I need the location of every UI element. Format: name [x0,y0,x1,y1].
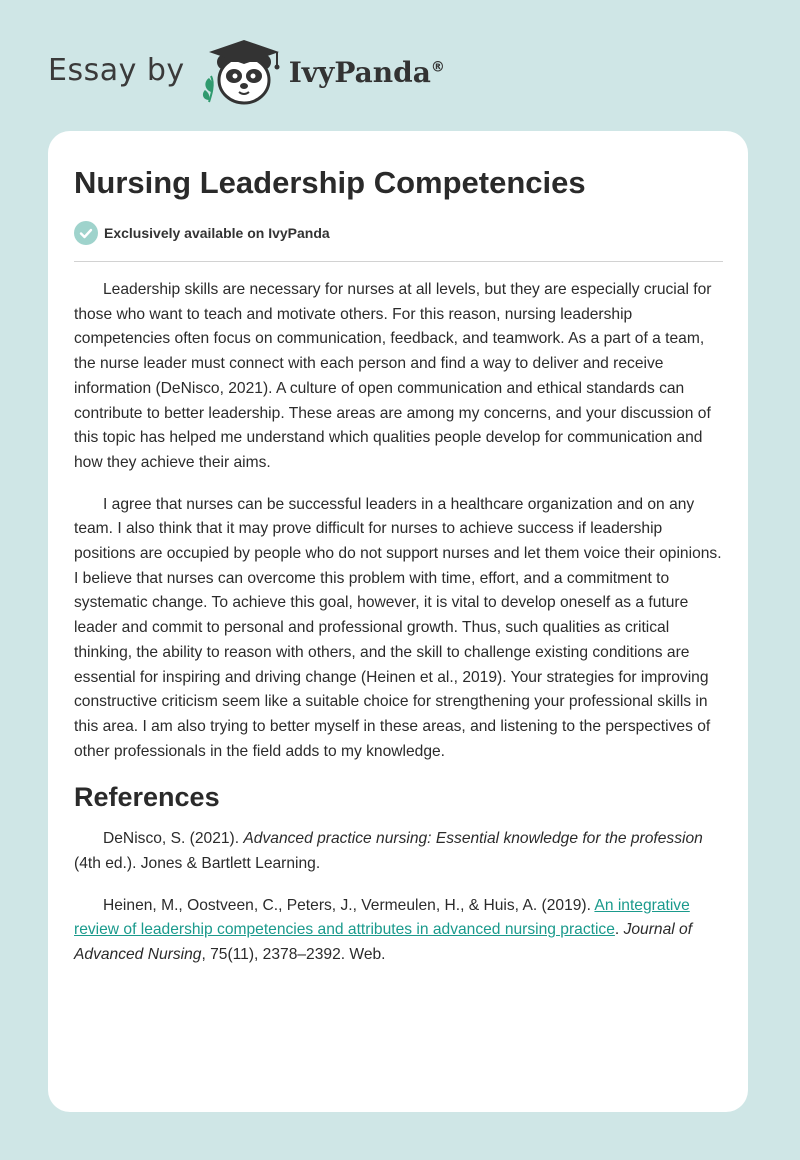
reference-item [74,827,724,876]
exclusive-badge [74,221,330,245]
site-header [48,38,445,108]
essay-card [48,131,748,1112]
essay-body [74,278,724,985]
essay-by-label: Essay by [48,52,185,88]
reference-details: , 75(11), 2378–2392. Web. [201,946,386,964]
references-heading: References [74,782,220,813]
reference-punct: . [614,921,624,939]
brand-name[interactable] [289,56,445,89]
badge-text: Exclusively available on IvyPanda [104,225,330,241]
reference-details: (4th ed.). Jones & Bartlett Learning. [74,855,321,873]
reference-item [74,894,724,968]
paragraph: I agree that nurses can be successful leaders in a healthcare organization and on any team. I also think that it may prove difficult for nurses to achieve success if leadership positions are occupied by people who do not support nurses and let them voice their opinions. I believe that nurses can overcome this problem with time, effort, and a commitment to systematic change. To achieve this goal, however, it is vital to develop oneself as a future leader and commit to personal and professional growth. Thus, such qualities as critical thinking, the ability to reason with others, and the skill to challenge existing conditions are essential for inspiring and driving change (Heinen et al., 2019). Your strategies for improving constructive criticism seem like a suitable choice for strengthening your professional skills in this area. I am also trying to better myself in these areas, and listening to the perspectives of other professionals in the field adds to my knowledge. [74,495,722,760]
brand-text: IvyPanda [288,55,431,89]
panda-logo-icon[interactable] [199,38,285,108]
reference-authors: Heinen, M., Oostveen, C., Peters, J., Vermeulen, H., & Huis, A. (2019). [103,896,595,914]
reference-title: Advanced practice nursing: Essential knowledge for the profession [243,830,703,848]
reference-authors: DeNisco, S. (2021). [103,830,244,848]
reference-link[interactable]: An integrative review of leadership competencies and attributes in advanced nursing practice [74,896,690,939]
paragraph: Leadership skills are necessary for nurses at all levels, but they are especially crucial for those who want to teach and motivate others. For this reason, nursing leadership competencies often focus on communication, feedback, and teamwork. As a part of a team, the nurse leader must connect with each person and find a way to deliver and receive information (DeNisco, 2021). A culture of open communication and ethical standards can contribute to better leadership. These areas are among my concerns, and your discussion of this topic has helped me understand which qualities people develop for communication and how they achieve their aims. [74,281,712,471]
check-circle-icon [74,221,98,245]
page-title: Nursing Leadership Competencies [74,165,586,200]
divider [74,261,723,262]
registered-mark: ® [430,59,445,76]
reference-journal: Journal of Advanced Nursing [74,921,693,964]
